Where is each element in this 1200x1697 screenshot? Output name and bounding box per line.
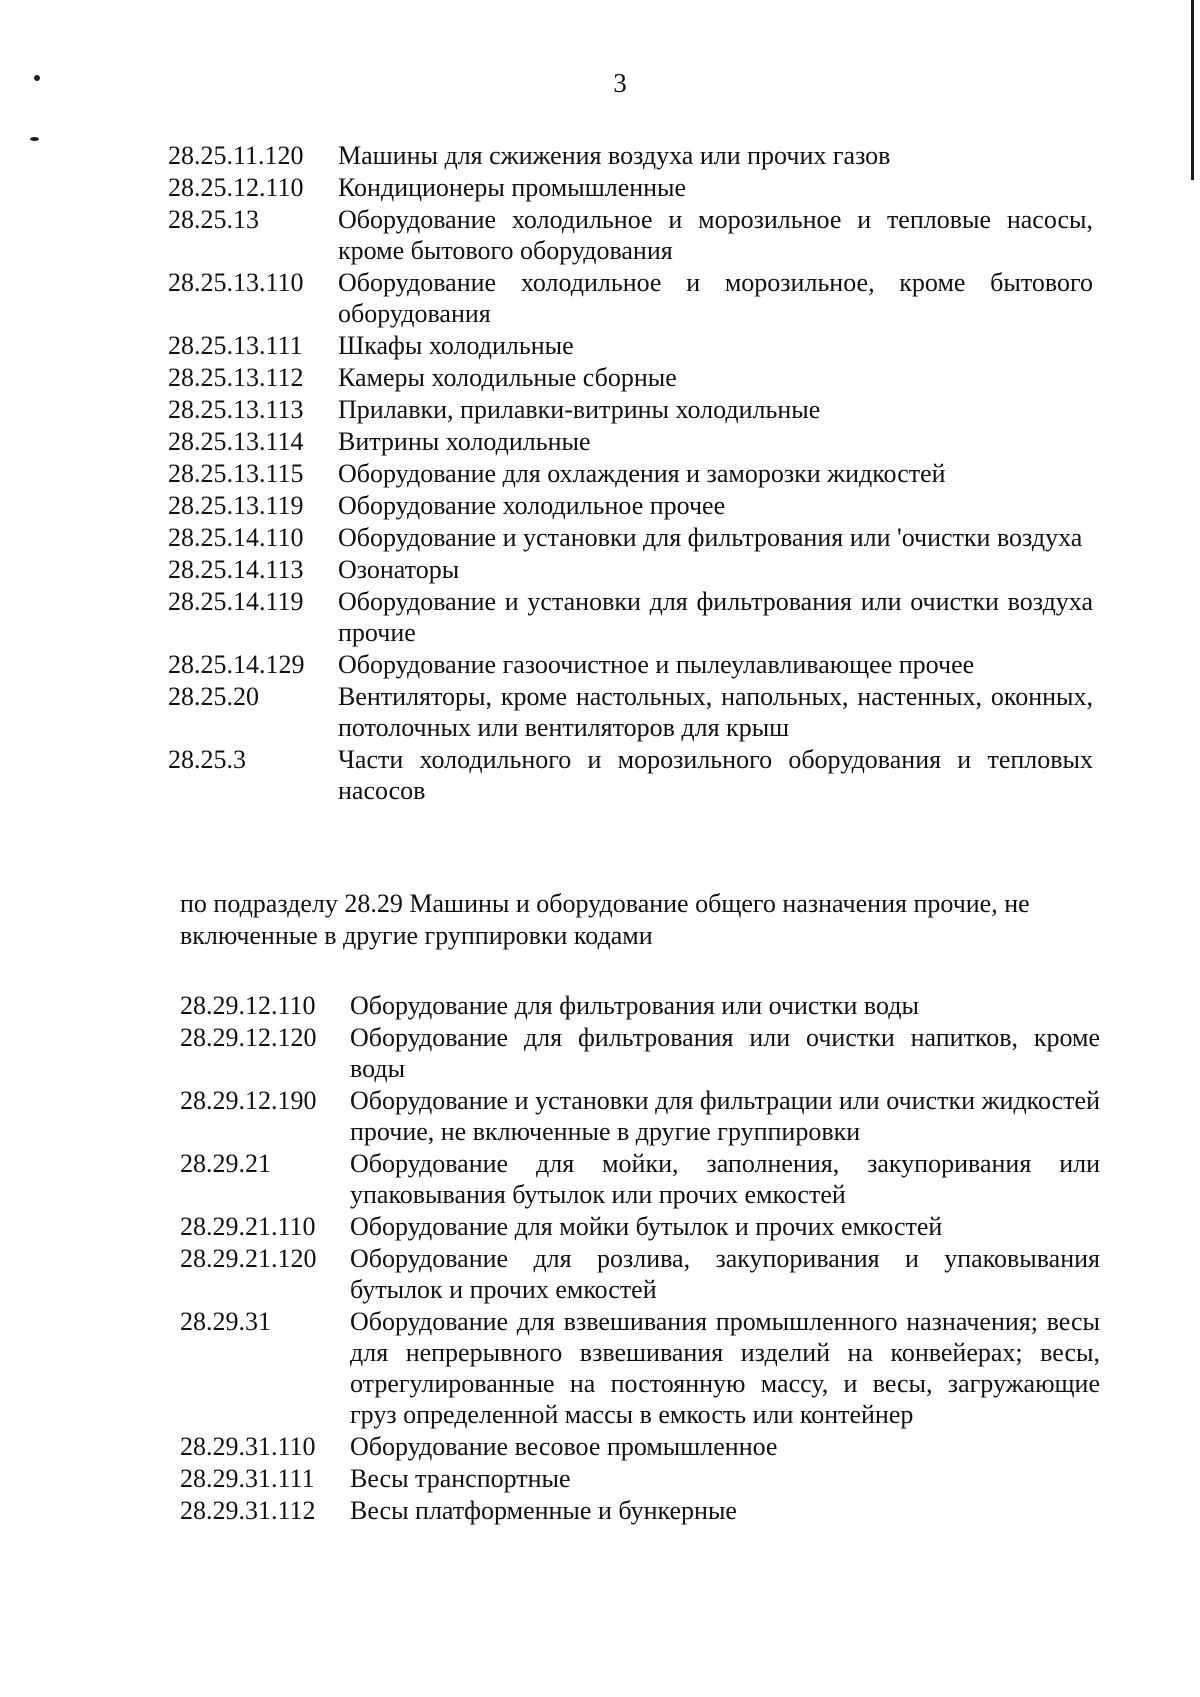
entry-description: Весы транспортные: [350, 1464, 571, 1493]
entry-description: Вентиляторы, кроме настольных, напольных, настенных, оконных, потолочных или вентиляторов для крыш: [338, 682, 1093, 742]
entry-code: 28.25.20: [168, 682, 259, 711]
code-entry: [168, 649, 1093, 680]
entry-code: 28.29.12.120: [180, 1023, 317, 1052]
entry-code: 28.25.13.113: [168, 395, 304, 424]
entry-code: 28.25.13.115: [168, 459, 304, 488]
scan-speck: [30, 137, 39, 141]
entry-code: 28.29.21: [180, 1149, 271, 1178]
code-entry: [168, 394, 1093, 425]
code-entry: [180, 1148, 1100, 1210]
entry-description: Машины для сжижения воздуха или прочих газов: [338, 141, 891, 170]
code-list-28-25: [168, 140, 1093, 807]
entry-description: Прилавки, прилавки-витрины холодильные: [338, 395, 821, 424]
entry-code: 28.29.12.190: [180, 1086, 317, 1115]
entry-description: Витрины холодильные: [338, 427, 591, 456]
entry-description: Оборудование холодильное и морозильное, кроме бытового оборудования: [338, 268, 1093, 328]
entry-code: 28.25.14.119: [168, 587, 304, 616]
entry-description: Оборудование газоочистное и пылеулавливающее прочее: [338, 650, 975, 679]
code-entry: [168, 458, 1093, 489]
entry-description: Оборудование холодильное и морозильное и тепловые насосы, кроме бытового оборудования: [338, 205, 1093, 265]
entry-description: Оборудование и установки для фильтрования или очистки воздуха прочие: [338, 587, 1093, 647]
entry-description: Весы платформенные и бункерные: [350, 1496, 737, 1525]
code-entry: [168, 426, 1093, 457]
code-entry: [168, 204, 1093, 266]
entry-code: 28.29.21.120: [180, 1244, 317, 1273]
code-entry: [168, 522, 1093, 553]
entry-description: Оборудование и установки для фильтрования или 'очистки воздуха: [338, 523, 1083, 552]
entry-code: 28.29.31.110: [180, 1432, 316, 1461]
entry-code: 28.25.13.112: [168, 363, 304, 392]
code-entry: [168, 140, 1093, 171]
entry-description: Оборудование для мойки бутылок и прочих емкостей: [350, 1212, 943, 1241]
entry-description: Части холодильного и морозильного оборудования и тепловых насосов: [338, 745, 1093, 805]
entry-description: Оборудование для взвешивания промышленного назначения; весы для непрерывного взвешивания изделий на конвейерах; весы, отрегулированные на постоянную массу, и весы, загружающие груз определенной массы в емкость или контейнер: [350, 1307, 1100, 1429]
code-entry: [168, 554, 1093, 585]
entry-code: 28.25.11.120: [168, 141, 304, 170]
entry-code: 28.25.14.113: [168, 555, 304, 584]
code-entry: [180, 990, 1100, 1021]
entry-code: 28.29.31.112: [180, 1496, 316, 1525]
code-entry: [168, 267, 1093, 329]
code-list-28-29: [180, 990, 1100, 1527]
code-entry: [180, 1306, 1100, 1430]
code-entry: [168, 586, 1093, 648]
entry-code: 28.25.14.110: [168, 523, 304, 552]
entry-code: 28.29.21.110: [180, 1212, 316, 1241]
entry-description: Оборудование весовое промышленное: [350, 1432, 778, 1461]
entry-code: 28.25.13.114: [168, 427, 304, 456]
code-entry: [168, 490, 1093, 521]
entry-description: Оборудование для охлаждения и заморозки жидкостей: [338, 459, 946, 488]
page-number: 3: [613, 68, 627, 98]
entry-description: Оборудование холодильное прочее: [338, 491, 726, 520]
entry-description: Оборудование для фильтрования или очистки напитков, кроме воды: [350, 1023, 1100, 1083]
entry-code: 28.29.12.110: [180, 991, 316, 1020]
code-entry: [180, 1243, 1100, 1305]
entry-description: Шкафы холодильные: [338, 331, 574, 360]
entry-code: 28.25.14.129: [168, 650, 305, 679]
code-entry: [180, 1022, 1100, 1084]
entry-description: Озонаторы: [338, 555, 460, 584]
entry-description: Оборудование для мойки, заполнения, закупоривания или упаковывания бутылок или прочих емкостей: [350, 1149, 1100, 1209]
entry-code: 28.29.31: [180, 1307, 271, 1336]
entry-code: 28.29.31.111: [180, 1464, 315, 1493]
entry-code: 28.25.13: [168, 205, 259, 234]
entry-description: Оборудование для фильтрования или очистки воды: [350, 991, 919, 1020]
entry-description: Оборудование и установки для фильтрации или очистки жидкостей прочие, не включенные в другие группировки: [350, 1086, 1100, 1146]
entry-code: 28.25.13.119: [168, 491, 304, 520]
code-entry: [168, 744, 1093, 806]
code-entry: [180, 1211, 1100, 1242]
subsection-heading-paragraph: по подразделу 28.29 Машины и оборудование общего назначения прочие, не включенные в другие группировки кодами: [180, 889, 1030, 950]
code-entry: [180, 1463, 1100, 1494]
code-entry: [168, 330, 1093, 361]
code-entry: [180, 1085, 1100, 1147]
entry-description: Оборудование для розлива, закупоривания и упаковывания бутылок и прочих емкостей: [350, 1244, 1100, 1304]
code-entry: [180, 1495, 1100, 1526]
entry-code: 28.25.12.110: [168, 173, 304, 202]
entry-description: Кондиционеры промышленные: [338, 173, 687, 202]
entry-description: Камеры холодильные сборные: [338, 363, 677, 392]
code-entry: [168, 172, 1093, 203]
code-entry: [168, 362, 1093, 393]
entry-code: 28.25.13.110: [168, 268, 304, 297]
entry-code: 28.25.3: [168, 745, 246, 774]
code-entry: [168, 681, 1093, 743]
code-entry: [180, 1431, 1100, 1462]
entry-code: 28.25.13.111: [168, 331, 303, 360]
